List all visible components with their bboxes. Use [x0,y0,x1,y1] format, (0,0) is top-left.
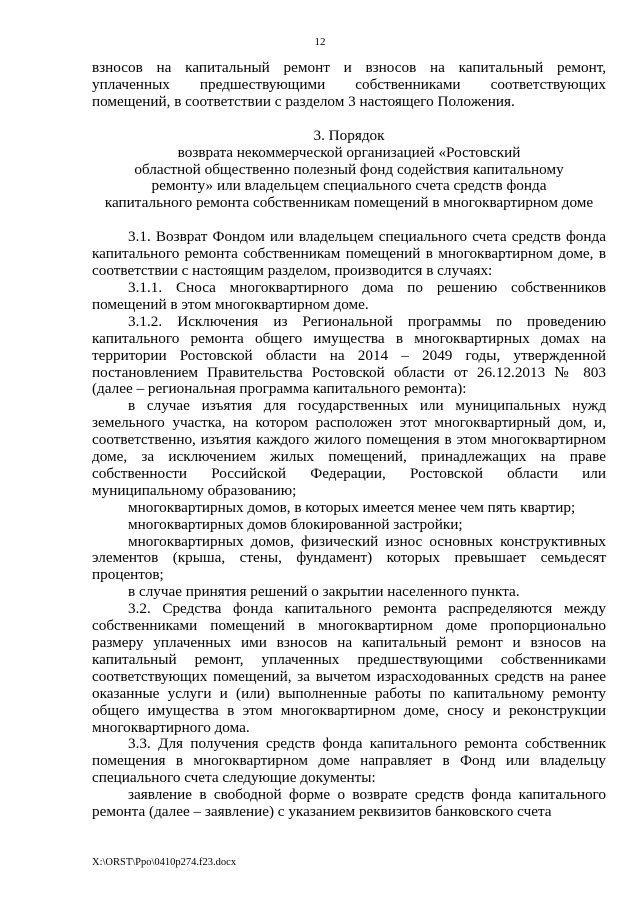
paragraph-3-3: 3.3. Для получения средств фонда капитального ремонта собственник помещения в многоквартирном доме направляет в Фонд или владельцу специального счета следующие документы: [92,735,606,787]
list-item: заявление в свободной форме о возврате средств фонда капитального ремонта (далее – заявление) с указанием реквизитов банковского счета [92,786,606,821]
list-item: в случае принятия решений о закрытии населенного пункта. [128,583,520,601]
paragraph-3-2: 3.2. Средства фонда капитального ремонта распределяются между собственниками помещений в многоквартирном доме пропорционально размеру уплаченных ими взносов на капитальный ремонт и взносов на капитальный ремонт, уплаченных предшествующими собственниками соответствующих помещений, за вычетом израсходованных средств на ранее оказанные услуги и (или) выполненные работы по капитальному ремонту общего имущества в этом многоквартирном доме, сносу и реконструкции многоквартирного дома. [92,600,606,736]
section-heading-line: ремонту» или владельцем специального счета средств фонда [151,177,547,195]
paragraph-3-1: 3.1. Возврат Фондом или владельцем специального счета средств фонда капитального ремонта собственникам помещений в многоквартирном доме, в соответствии с настоящим разделом, производится в случаях: [92,228,606,280]
footer-file-path: X:\ORST\Ppo\0410p274.f23.docx [92,857,237,868]
section-heading-line: капитального ремонта собственникам помещений в многоквартирном доме [104,194,594,212]
section-heading-line: возврата некоммерческой организацией «Ростовский [177,143,521,161]
page-number: 12 [314,36,326,48]
intro-paragraph: взносов на капитальный ремонт и взносов на капитальный ремонт, уплаченных предшествующими собственниками соответствующих помещений, в соответствии с разделом 3 настоящего Положения. [92,59,606,110]
list-item: многоквартирных домов, физический износ основных конструктивных элементов (крыша, стены, фундамент) которых превышает семьдесят процентов; [92,532,606,584]
list-item: многоквартирных домов, в которых имеется менее чем пять квартир; [128,498,576,516]
document-body [92,60,606,821]
section-heading-number: 3. Порядок [313,126,385,144]
paragraph-3-1-2: 3.1.2. Исключения из Региональной программы по проведению капитального ремонта общего имущества в многоквартирных домах на территории Ростовской области на 2014 – 2049 годы, утвержденной постановлением Правительства Ростовской области от 26.12.2013 № 803 (далее – региональная программа капитального ремонта): [92,312,606,398]
section-heading [92,128,606,213]
list-item: в случае изъятия для государственных или муниципальных нужд земельного участка, на котором расположен этот многоквартирный дом, и, соответственно, изъятия каждого жилого помещения в этом многоквартирном доме, за исключением жилых помещений, принадлежащих на праве собственности Российской Федерации, Ростовской области или муниципальному образованию; [92,397,606,499]
list-item: многоквартирных домов блокированной застройки; [128,515,463,533]
section-heading-line: областной общественно полезный фонд содействия капитальному [134,160,564,178]
paragraph-3-1-1: 3.1.1. Сноса многоквартирного дома по решению собственников помещений в этом многоквартирном доме. [92,278,606,313]
